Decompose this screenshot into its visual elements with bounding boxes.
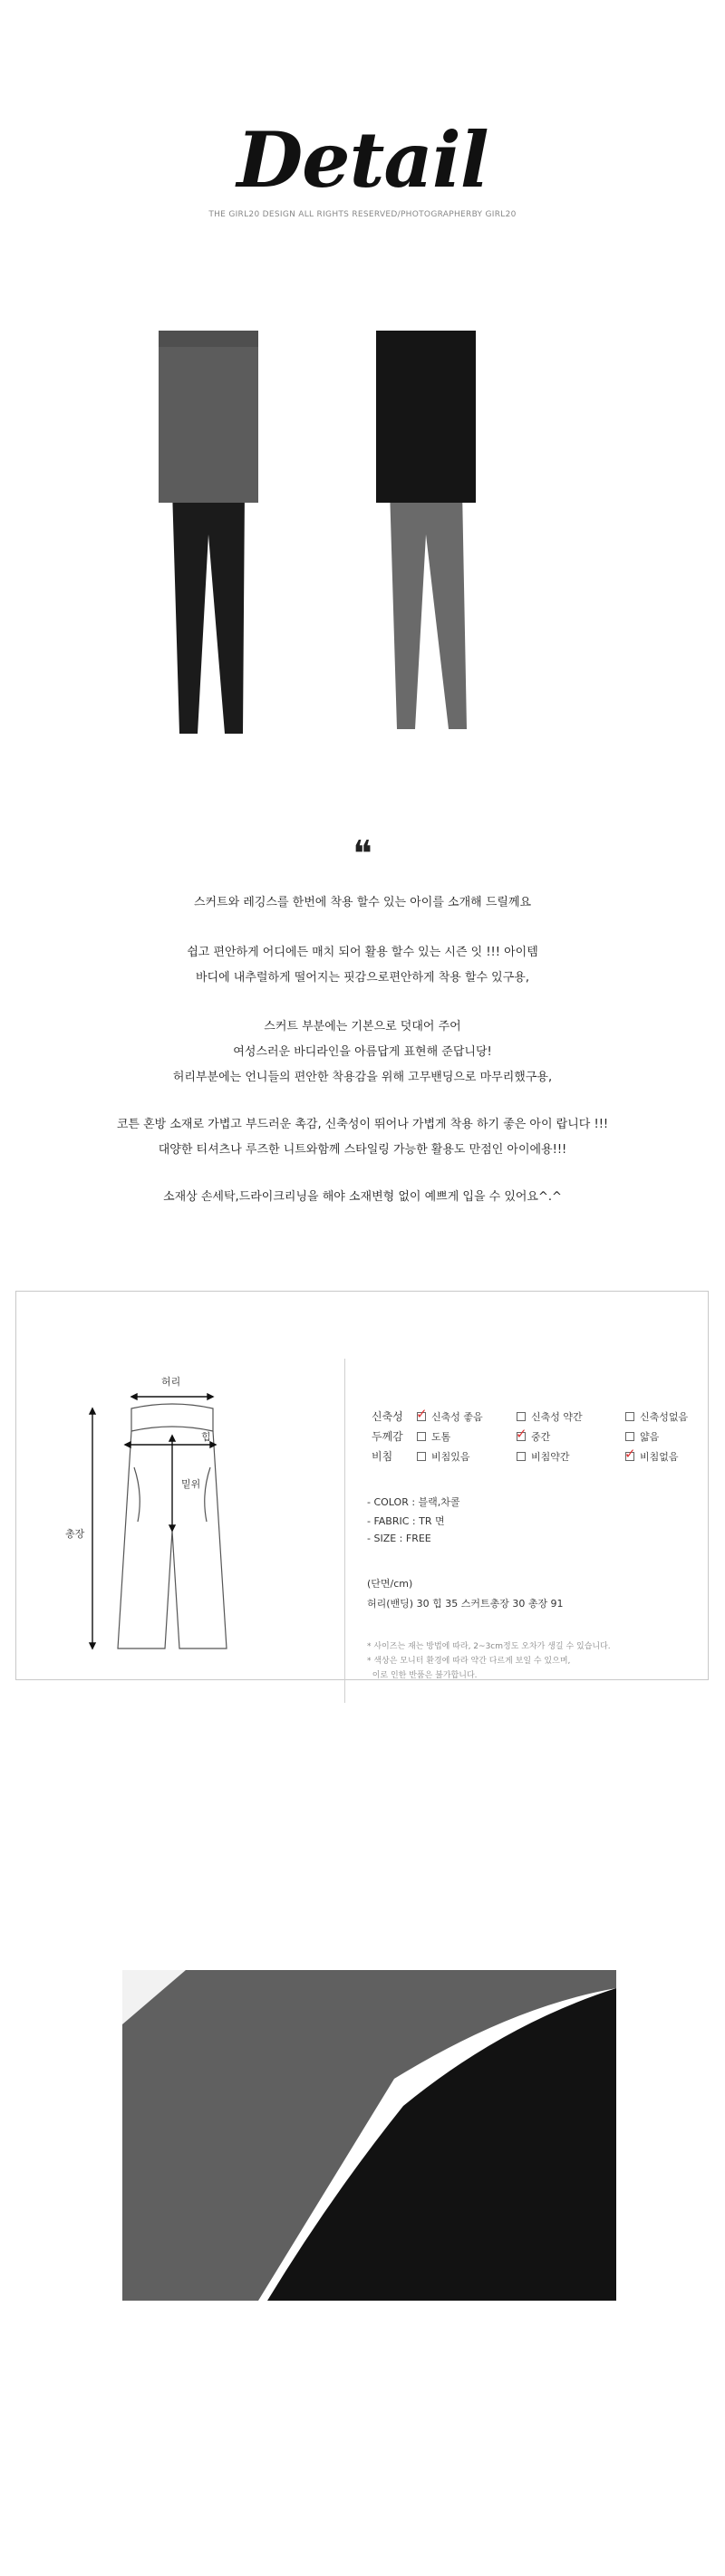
- desc-line: 허리부분에는 언니들의 편안한 착용감을 위해 고무밴딩으로 마무리했구용,: [172, 1071, 553, 1084]
- quote-mark: ❝: [353, 833, 372, 875]
- spec-color: - COLOR : 블랙,차콜: [367, 1496, 460, 1508]
- label-hip: 힙: [201, 1431, 211, 1443]
- page-title: Detail: [237, 115, 488, 205]
- desc-line: 여성스러운 바디라인을 아름답게 표현해 준답니당!: [233, 1045, 492, 1059]
- desc-line: 코튼 혼방 소재로 가볍고 부드러운 촉감, 신축성이 뛰어나 가볍게 착용 하기 좋은 아이 랍니다 !!!: [116, 1118, 609, 1131]
- option: 비침약간: [517, 1449, 570, 1464]
- desc-line: 소재상 손세탁,드라이크리닝을 해야 소재변형 없이 예쁘게 입을 수 있어요^.^: [163, 1190, 562, 1204]
- note: * 색상은 모니터 환경에 따라 약간 다르게 보일 수 있으며,: [367, 1657, 571, 1666]
- label-hem: 밑위: [181, 1478, 201, 1490]
- desc-line: 쉽고 편안하게 어디에든 매치 되어 활용 할수 있는 시즌 잇 !!! 아이템: [187, 946, 538, 959]
- desc-line: 바디에 내추럴하게 떨어지는 핏감으로편안하게 착용 할수 있구용,: [196, 971, 529, 985]
- option-checked: ✓ 신축성 좋음: [416, 1406, 483, 1423]
- measure-values: 허리(밴딩) 30 힙 35 스커트총장 30 총장 91: [367, 1598, 564, 1610]
- option: 얇음: [625, 1429, 659, 1444]
- spec-size: - SIZE : FREE: [367, 1533, 431, 1544]
- fabric-closeup-photo: [122, 1970, 616, 2301]
- skirt-gray: [159, 331, 258, 503]
- note: 이로 인한 반품은 불가합니다.: [367, 1671, 478, 1680]
- product-image-1: [159, 331, 258, 734]
- desc-line: 스커트와 레깅스를 한번에 착용 할수 있는 아이를 소개해 드릴께요: [193, 896, 532, 909]
- option: 신축성없음: [625, 1409, 688, 1424]
- spec-fabric: - FABRIC : TR 면: [367, 1515, 445, 1527]
- note: * 사이즈는 재는 방법에 따라, 2~3cm정도 오차가 생길 수 있습니다.: [367, 1642, 611, 1651]
- leggings-gray: [390, 489, 467, 729]
- product-image-2: [376, 331, 476, 729]
- option: 비침있음: [417, 1449, 470, 1464]
- label-waist: 허리: [161, 1376, 181, 1388]
- label-length: 총장: [65, 1528, 85, 1540]
- option: 신축성 약간: [517, 1409, 583, 1424]
- property-label: 두께감: [372, 1430, 403, 1443]
- divider: [344, 1359, 345, 1703]
- measure-unit: (단면/cm): [367, 1578, 413, 1590]
- option: 도톰: [417, 1429, 450, 1444]
- copyright-subtitle: THE GIRL20 DESIGN ALL RIGHTS RESERVED/PHOTOGRAPHERBY GIRL20: [208, 210, 517, 219]
- property-label: 신축성: [372, 1410, 403, 1423]
- option-checked: ✓ 비침없음: [624, 1446, 679, 1463]
- product-photos: [154, 308, 571, 743]
- option-checked: ✓ 중간: [516, 1426, 551, 1443]
- skirt-black: [376, 331, 476, 503]
- leggings-black: [172, 489, 245, 734]
- desc-line: 스커트 부분에는 기본으로 덧대어 주어: [264, 1020, 461, 1033]
- desc-line: 대양한 티셔츠나 루즈한 니트와함께 스타일링 가능한 활용도 만점인 아이에용!!!: [158, 1143, 567, 1157]
- property-label: 비침: [372, 1450, 393, 1463]
- pants-diagram: [82, 1368, 272, 1676]
